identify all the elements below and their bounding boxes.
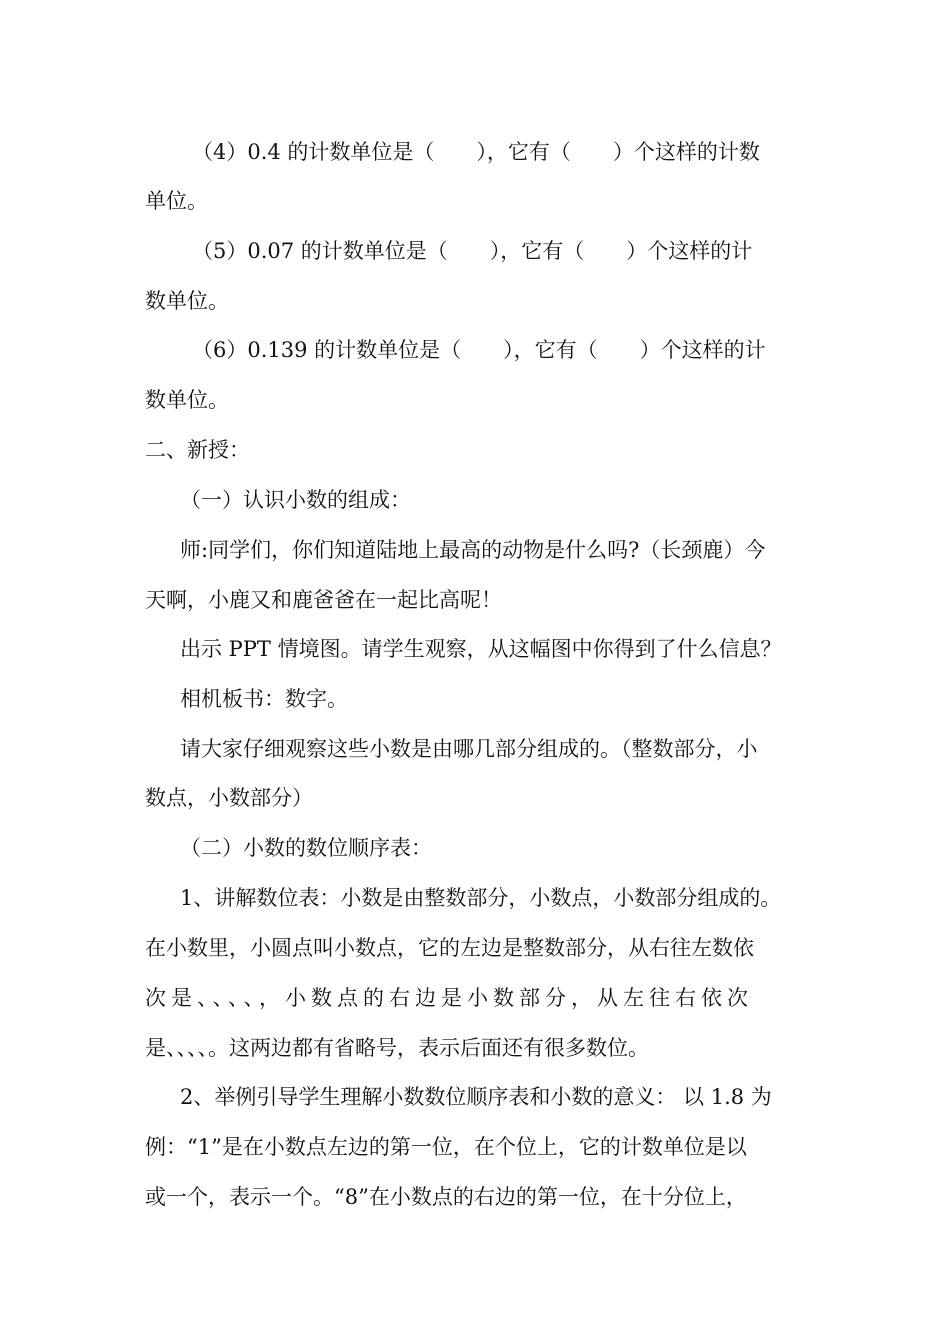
text-line: 出示 PPT 情境图。请学生观察，从这幅图中你得到了什么信息？ [180,637,782,661]
subsection-heading: （一）认识小数的组成： [180,488,411,512]
text-line: 1、讲解数位表：小数是由整数部分，小数点，小数部分组成的。 [180,886,782,910]
text-line: 在小数里，小圆点叫小数点，它的左边是整数部分，从右往左数依 [145,936,754,960]
text-line: 相机板书：数字。 [180,687,348,711]
subsection-heading: （二）小数的数位顺序表： [180,836,432,860]
text-line: （5）0.07 的计数单位是（ ），它有（ ）个这样的计 [192,239,753,263]
text-line: 次是、、、、，小数点的右边是小数部分，从左往右依次 [145,986,753,1010]
text-line: 是、、、、。这两边都有省略号，表示后面还有很多数位。 [145,1036,649,1060]
text-line: （4）0.4 的计数单位是（ ），它有（ ）个这样的计数 [192,140,760,164]
text-line: 数单位。 [145,289,229,313]
text-line: 数单位。 [145,388,229,412]
text-line: 或一个，表示一个。“8”在小数点的右边的第一位，在十分位上， [145,1185,747,1209]
text-line: 例：“1”是在小数点左边的第一位，在个位上，它的计数单位是以 [145,1135,747,1159]
text-line: （6）0.139 的计数单位是（ ），它有（ ）个这样的计 [192,338,766,362]
text-line: 单位。 [145,189,208,213]
text-line: 数点，小数部分） [145,786,313,810]
text-line: 请大家仔细观察这些小数是由哪几部分组成的。（整数部分，小 [180,737,758,761]
section-heading: 二、新授： [145,438,250,462]
text-line: 师:同学们，你们知道陆地上最高的动物是什么吗?（长颈鹿）今 [180,538,766,562]
text-line: 天啊，小鹿又和鹿爸爸在一起比高呢！ [145,588,502,612]
text-line: 2、举例引导学生理解小数数位顺序表和小数的意义： 以 1.8 为 [180,1085,772,1109]
